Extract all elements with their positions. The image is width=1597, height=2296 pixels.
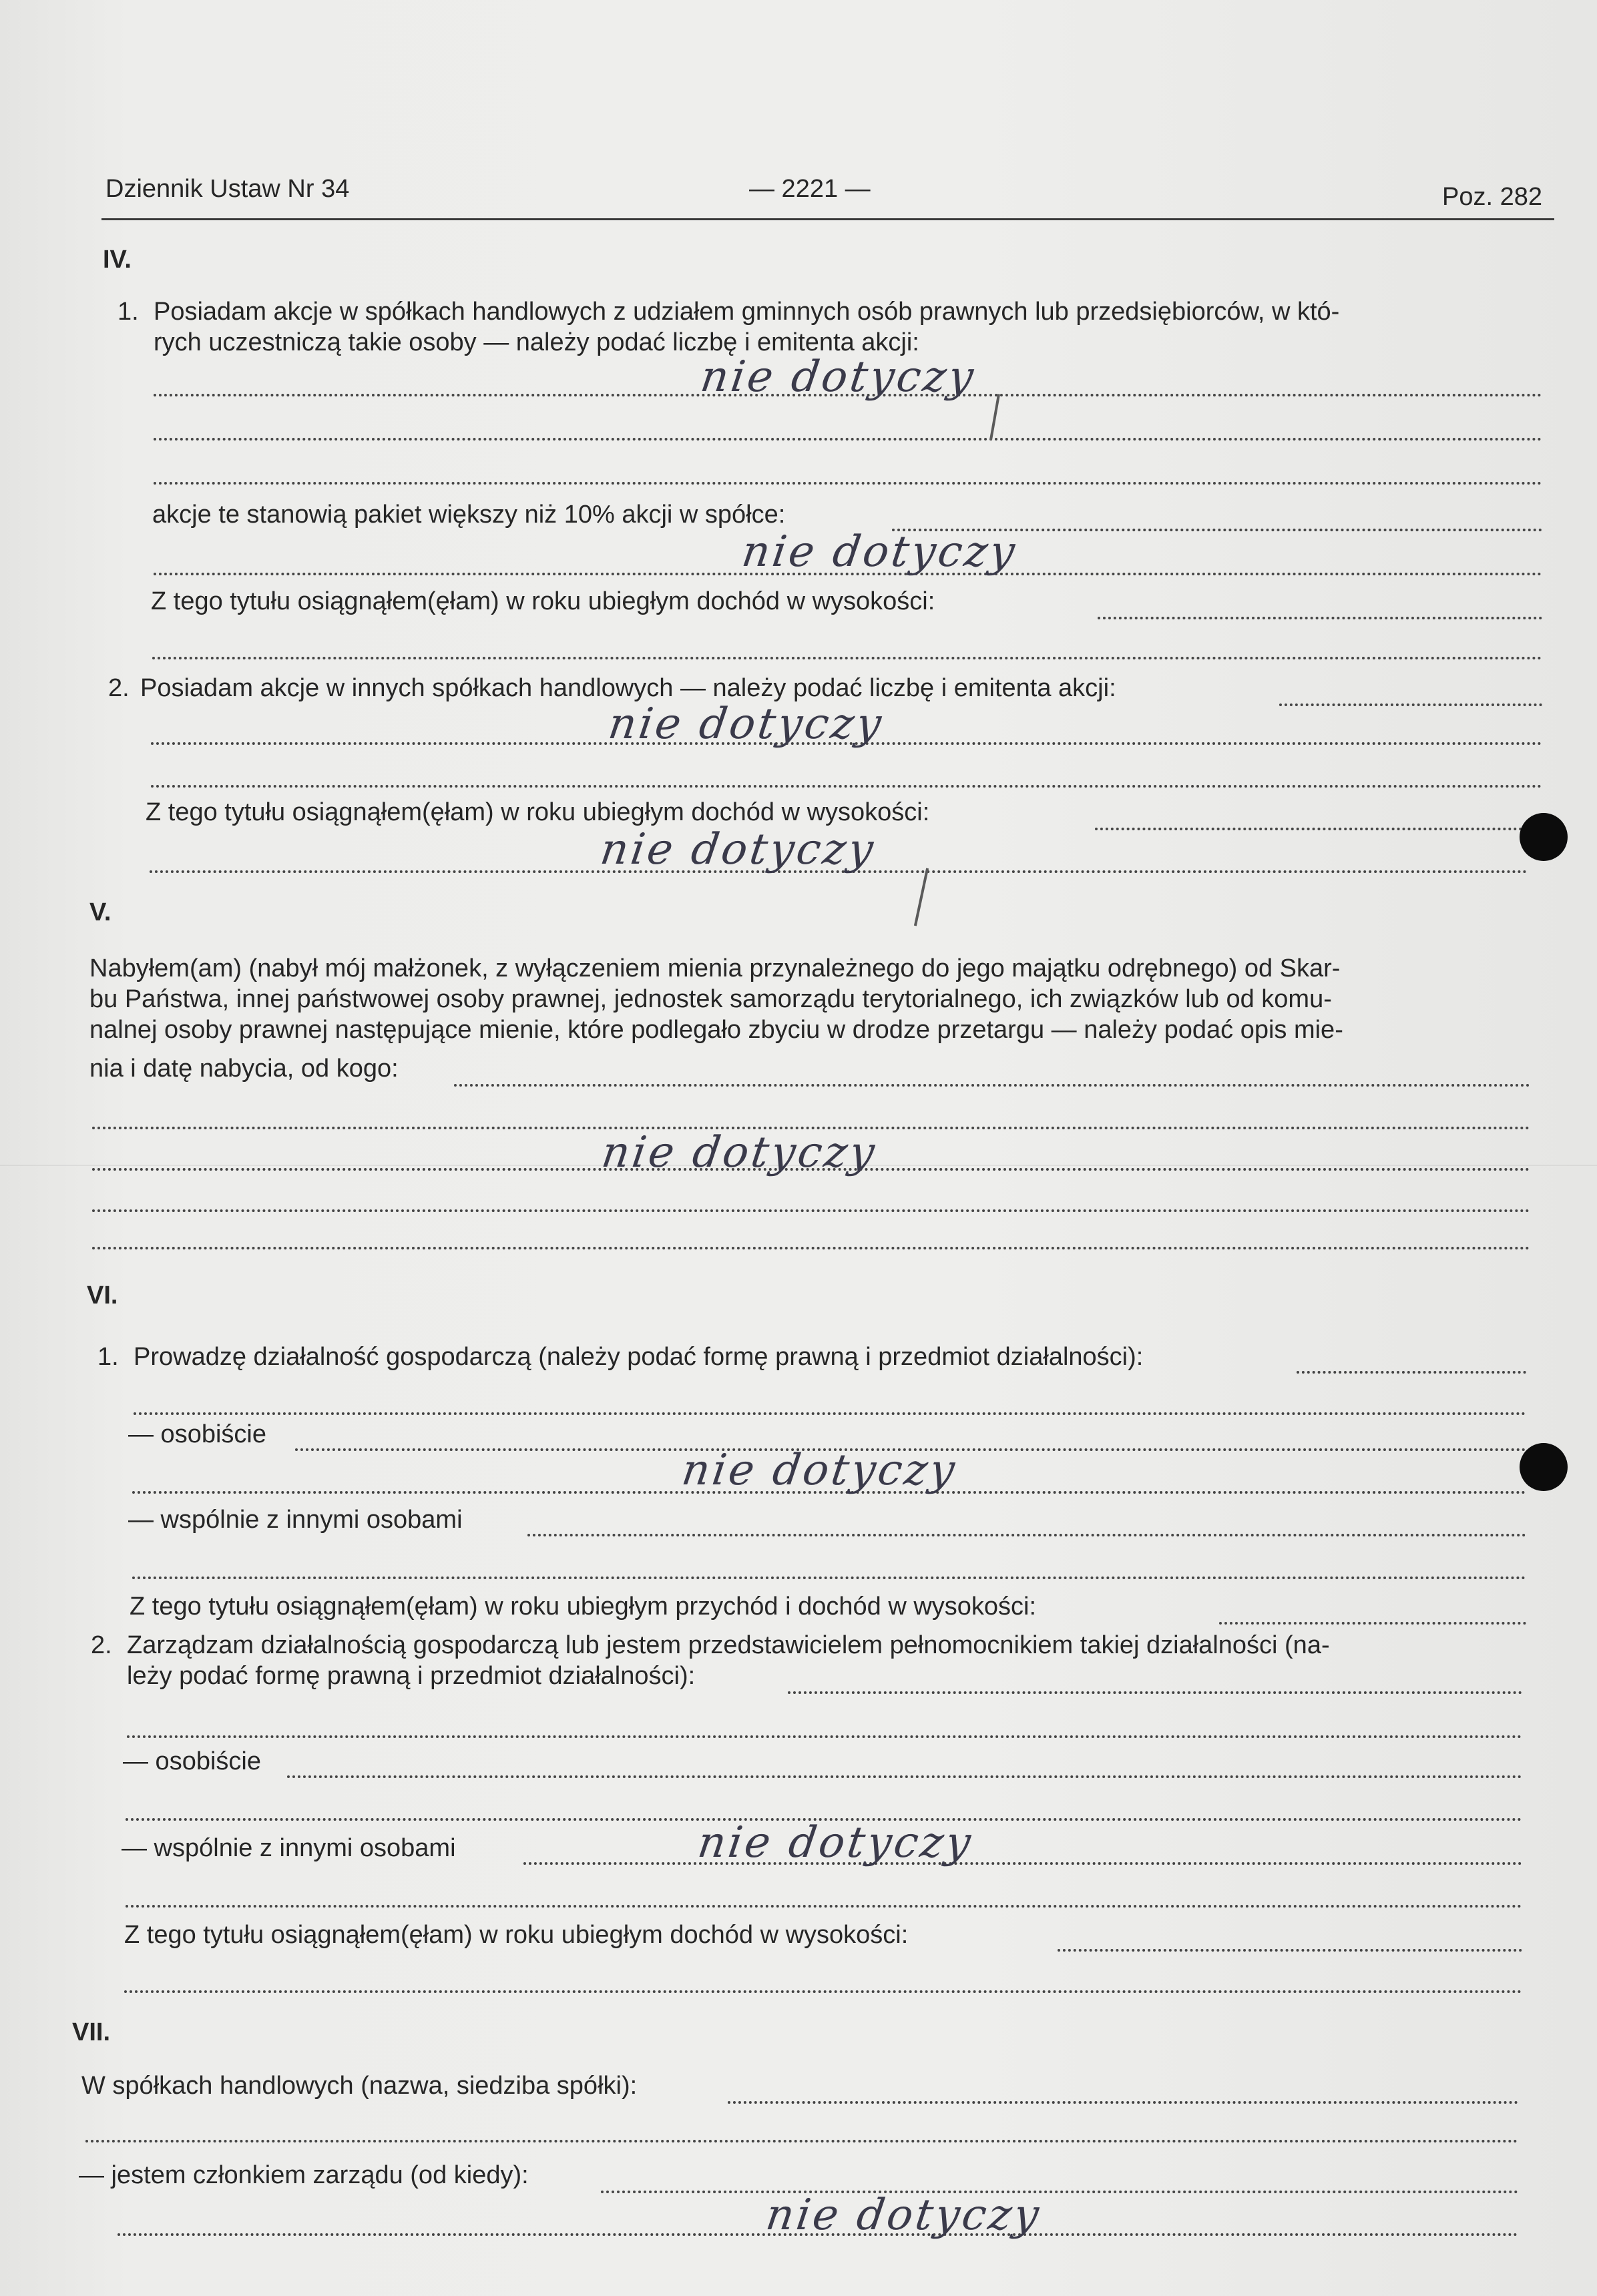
fill-line	[85, 2140, 1518, 2142]
page-number: — 2221 —	[749, 175, 871, 203]
section-v-line4: nia i datę nabycia, od kogo:	[89, 1055, 399, 1083]
fill-line	[1098, 617, 1542, 619]
section-vi-item1-number: 1.	[97, 1343, 119, 1371]
fill-line	[154, 482, 1542, 485]
position-number: Poz. 282	[1442, 183, 1542, 211]
section-v-line2: bu Państwa, innej państwowej osoby prawnej, jednostek samorządu terytorialnego, ich związków lub od komu-	[89, 985, 1332, 1013]
section-vi-item2-jointly: — wspólnie z innymi osobami	[122, 1834, 456, 1862]
fill-line	[728, 2101, 1518, 2104]
journal-title: Dziennik Ustaw Nr 34	[105, 175, 350, 203]
section-vi-item1-income: Z tego tytułu osiągnąłem(ęłam) w roku ubiegłym przychód i dochód w wysokości:	[130, 1593, 1037, 1621]
punch-hole	[1520, 813, 1568, 861]
section-v-line1: Nabyłem(am) (nabył mój małżonek, z wyłączeniem mienia przynależnego do jego majątku odrębnego) od Skar-	[89, 954, 1341, 982]
fill-line	[287, 1775, 1522, 1778]
pen-stroke	[989, 394, 1000, 441]
fill-line	[92, 1247, 1530, 1249]
fill-line	[152, 657, 1542, 659]
fill-line	[134, 1412, 1526, 1415]
handwritten-answer: nie dotyczy	[697, 352, 979, 402]
pen-stroke	[914, 868, 929, 926]
section-iv-item2-text: Posiadam akcje w innych spółkach handlowych — należy podać liczbę i emitenta akcji:	[140, 674, 1116, 702]
handwritten-answer: nie dotyczy	[694, 1818, 977, 1868]
handwritten-answer: nie dotyczy	[605, 699, 887, 749]
section-vi-item2-personally: — osobiście	[123, 1747, 261, 1775]
section-vii-board-member: — jestem członkiem zarządu (od kiedy):	[79, 2161, 529, 2189]
fill-line	[1058, 1949, 1522, 1952]
section-iv-item1-line2: rych uczestniczą takie osoby — należy podać liczbę i emitenta akcji:	[154, 328, 919, 356]
section-vii-numeral: VII.	[72, 2018, 111, 2046]
handwritten-answer: nie dotyczy	[738, 527, 1021, 577]
section-vi-item2-income: Z tego tytułu osiągnąłem(ęłam) w roku ubiegłym dochód w wysokości:	[124, 1921, 909, 1949]
section-iv-item2-income: Z tego tytułu osiągnąłem(ęłam) w roku ubiegłym dochód w wysokości:	[146, 798, 930, 826]
fill-line	[523, 1862, 1522, 1865]
section-iv-item1-shares-percent: akcje te stanowią pakiet większy niż 10% akcji w spółce:	[152, 501, 786, 529]
section-vii-companies: W spółkach handlowych (nazwa, siedziba spółki):	[81, 2072, 638, 2100]
header-rule	[101, 218, 1554, 220]
fill-line	[1219, 1622, 1526, 1625]
fill-line	[788, 1691, 1522, 1694]
section-v-line3: nalnej osoby prawnej następujące mienie, które podlegało zbyciu w drodze przetargu — należy podać opis mie-	[89, 1016, 1343, 1044]
handwritten-answer: nie dotyczy	[597, 825, 879, 874]
section-iv-item2-number: 2.	[108, 674, 130, 702]
section-vi-item1-text: Prowadzę działalność gospodarczą (należy podać formę prawną i przedmiot działalności):	[134, 1343, 1144, 1371]
section-iv-numeral: IV.	[103, 246, 132, 274]
fill-line	[1095, 828, 1522, 830]
section-vi-item2-line1: Zarządzam działalnością gospodarczą lub jestem przedstawicielem pełnomocnikiem takiej działalności (na-	[127, 1631, 1330, 1659]
handwritten-answer: nie dotyczy	[598, 1128, 881, 1177]
punch-hole	[1520, 1443, 1568, 1491]
section-vi-item1-personally: — osobiście	[128, 1420, 266, 1448]
fill-line	[154, 438, 1542, 441]
fill-line	[127, 1735, 1522, 1738]
section-iv-item1-number: 1.	[118, 298, 139, 326]
fill-line	[132, 1576, 1526, 1579]
handwritten-answer: nie dotyczy	[678, 1446, 961, 1495]
fill-line	[527, 1534, 1526, 1536]
section-vi-item1-jointly: — wspólnie z innymi osobami	[128, 1506, 463, 1534]
fill-line	[151, 785, 1542, 788]
section-vi-numeral: VI.	[87, 1281, 118, 1310]
fill-line	[1279, 703, 1542, 706]
fill-line	[454, 1084, 1530, 1087]
section-iv-item1-line1: Posiadam akcje w spółkach handlowych z udziałem gminnych osób prawnych lub przedsiębiorców, w któ-	[154, 298, 1340, 326]
fill-line	[601, 2191, 1518, 2193]
fill-line	[126, 1905, 1522, 1908]
section-vi-item2-number: 2.	[91, 1631, 112, 1659]
fill-line	[1297, 1371, 1526, 1374]
handwritten-answer: nie dotyczy	[762, 2191, 1045, 2240]
fill-line	[92, 1209, 1530, 1212]
fill-line	[124, 1990, 1522, 1993]
section-iv-item1-income: Z tego tytułu osiągnąłem(ęłam) w roku ubiegłym dochód w wysokości:	[151, 587, 935, 615]
section-v-numeral: V.	[89, 898, 111, 926]
section-vi-item2-line2: leży podać formę prawną i przedmiot działalności):	[127, 1662, 696, 1690]
